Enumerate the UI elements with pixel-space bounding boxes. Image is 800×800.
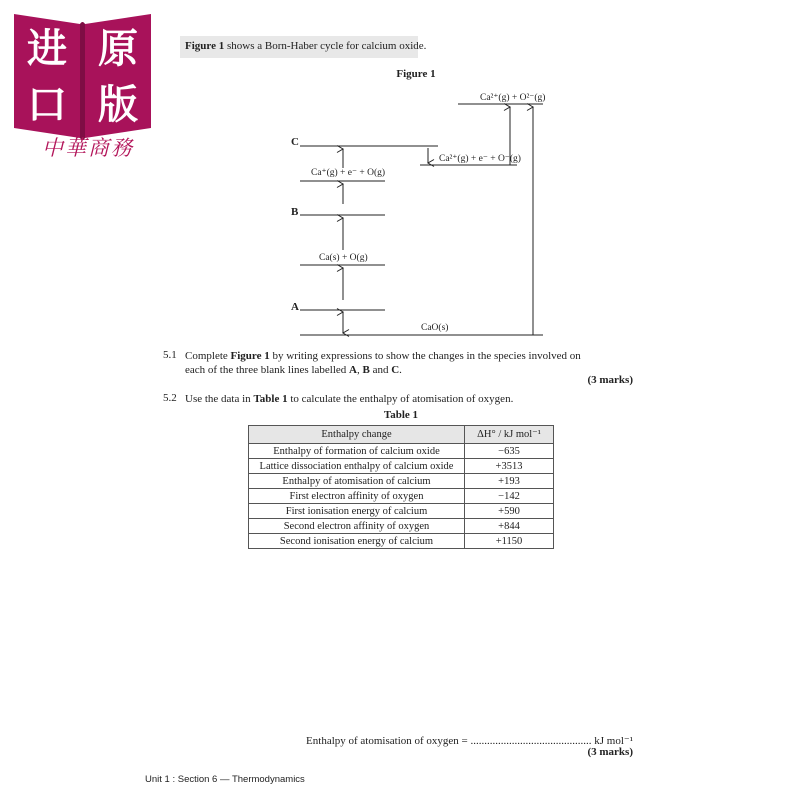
- species-ca-s-o-g: Ca(s) + O(g): [319, 253, 368, 263]
- row-label: Second ionisation energy of calcium: [249, 534, 465, 549]
- row-value: +3513: [465, 459, 554, 474]
- species-ca2-e-ominus: Ca²⁺(g) + e⁻ + O⁻(g): [439, 154, 521, 164]
- table-header-row: [249, 426, 554, 444]
- intro-figure-ref: Figure 1: [185, 40, 225, 52]
- q51-line2-pre: each of the three blank lines labelled: [185, 364, 350, 376]
- page-footer: Unit 1 : Section 6 — Thermodynamics: [145, 774, 305, 785]
- q52-pre: Use the data in: [185, 393, 254, 405]
- table-title: Table 1: [383, 409, 419, 421]
- label-b: B: [291, 206, 299, 218]
- row-label: Second electron affinity of oxygen: [249, 519, 465, 534]
- header-enthalpy-change: Enthalpy change: [249, 426, 465, 444]
- q52-table-ref: Table 1: [253, 393, 288, 405]
- label-c: C: [291, 136, 299, 148]
- q52-post: to calculate the enthalpy of atomisation of oxygen.: [287, 393, 514, 405]
- table-row: [249, 504, 554, 519]
- q52-marks: (3 marks): [587, 746, 633, 758]
- q51-line1-post: by writing expressions to show the changes in the species involved on: [269, 350, 581, 362]
- enthalpy-table: [248, 425, 554, 549]
- figure-title: Figure 1: [396, 68, 436, 80]
- table-row: [249, 459, 554, 474]
- row-label: Lattice dissociation enthalpy of calcium oxide: [249, 459, 465, 474]
- species-ca2-o2: Ca²⁺(g) + O²⁻(g): [480, 93, 546, 103]
- logo-char-2: 原: [98, 26, 138, 72]
- intro-body: shows a Born-Haber cycle for calcium oxide.: [224, 40, 427, 52]
- row-value: +844: [465, 519, 554, 534]
- row-value: −635: [465, 444, 554, 459]
- q51-ref-a: A: [349, 364, 357, 376]
- table-row: [249, 489, 554, 504]
- q51-comma: ,: [356, 364, 363, 376]
- table-row: [249, 519, 554, 534]
- label-a: A: [291, 301, 299, 313]
- q51-ref-c: C: [391, 364, 400, 376]
- row-value: −142: [465, 489, 554, 504]
- row-value: +590: [465, 504, 554, 519]
- table-row: [249, 444, 554, 459]
- logo-char-3: 口: [27, 82, 67, 128]
- row-label: Enthalpy of formation of calcium oxide: [249, 444, 465, 459]
- table-row: [249, 534, 554, 549]
- q52-text: [185, 392, 513, 406]
- row-value: +1150: [465, 534, 554, 549]
- answer-dots[interactable]: ............................................: [470, 735, 592, 747]
- q51-marks: (3 marks): [587, 374, 633, 386]
- species-caplus-e-o: Ca⁺(g) + e⁻ + O(g): [311, 168, 386, 178]
- q51-and: and: [369, 364, 392, 376]
- header-delta-h: ΔH° / kJ mol⁻¹: [465, 426, 554, 444]
- row-label: First electron affinity of oxygen: [249, 489, 465, 504]
- answer-unit: kJ mol⁻¹: [591, 735, 633, 747]
- q51-period: .: [399, 364, 402, 376]
- q51-line-1: [185, 349, 635, 363]
- row-label: First ionisation energy of calcium: [249, 504, 465, 519]
- species-cao-s: CaO(s): [421, 323, 449, 333]
- answer-label: Enthalpy of atomisation of oxygen =: [306, 735, 471, 747]
- q51-figure-ref: Figure 1: [230, 350, 270, 362]
- q51-number: 5.1: [163, 349, 177, 361]
- logo-char-4: 版: [98, 82, 138, 128]
- table-row: [249, 474, 554, 489]
- row-label: Enthalpy of atomisation of calcium: [249, 474, 465, 489]
- q51-line1-pre: Complete: [185, 350, 231, 362]
- q51-ref-b: B: [362, 364, 370, 376]
- logo-brand-text: 中華商務: [42, 136, 134, 160]
- logo-char-1: 进: [27, 26, 67, 72]
- q51-text: [185, 349, 635, 377]
- row-value: +193: [465, 474, 554, 489]
- q52-number: 5.2: [163, 392, 177, 404]
